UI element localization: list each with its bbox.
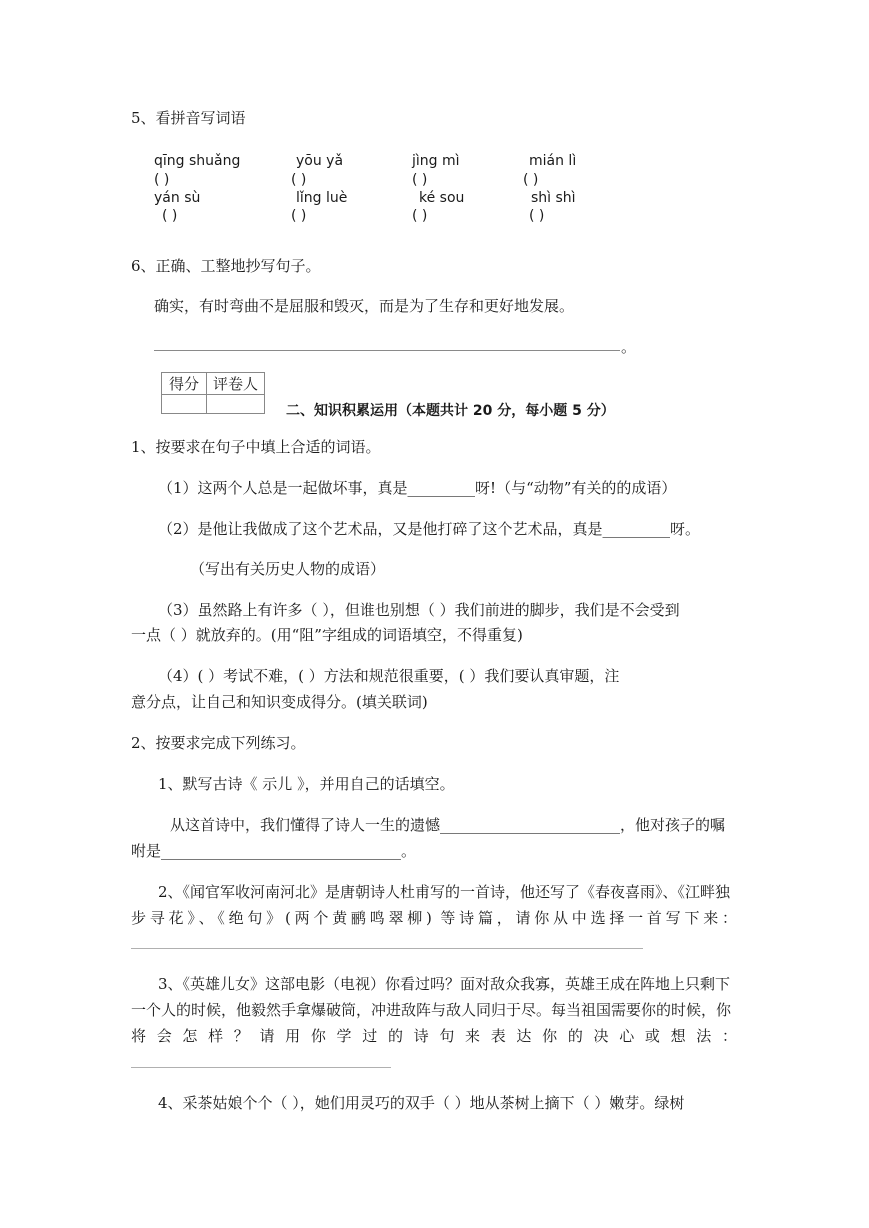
p2-sub4-line1: 4、采茶姑娘个个（ ），她们用灵巧的双手（ ）地从茶树上摘下（ ）嫩芽。绿树 <box>158 1094 685 1112</box>
p2-sub1-line1: 从这首诗中，我们懂得了诗人一生的遗憾________________________，他对孩子的嘱 <box>170 816 726 834</box>
q6-end-mark: 。 <box>621 338 637 356</box>
pinyin-2: yōu yǎ <box>296 153 344 169</box>
answer-blank-5[interactable]: ( ) <box>162 208 178 224</box>
pinyin-4: mián lì <box>529 153 577 169</box>
answer-blank-2[interactable]: ( ) <box>291 172 307 188</box>
p2-sub3-line2: 一个人的时候，他毅然手拿爆破筒，冲进敌阵与敌人同归于尽。每当祖国需要你的时候，你 <box>131 1001 732 1019</box>
p1-item3-line2: 一点（ ）就放弃的。(用“阻”字组成的词语填空，不得重复) <box>131 626 523 644</box>
p2-sub2-line2: 步寻花》、《绝句》(两个黄鹂鸣翠柳) 等诗篇，请你从中选择一首写下来： <box>131 909 737 927</box>
score-box <box>161 372 265 414</box>
q5-title: 5、看拼音写词语 <box>131 109 246 127</box>
answer-blank-7[interactable]: ( ) <box>412 208 428 224</box>
p2-sub1-line2: 咐是________________________________。 <box>131 842 417 860</box>
pinyin-7: ké sou <box>419 190 465 206</box>
p2-title: 2、按要求完成下列练习。 <box>131 734 306 752</box>
p2-sub1-title: 1、默写古诗《 示儿 》，并用自己的话填空。 <box>158 775 455 793</box>
q6-sentence: 确实，有时弯曲不是屈服和毁灭，而是为了生存和更好地发展。 <box>154 297 575 315</box>
p2-sub3-line3: 将会怎样？请用你学过的诗句来表达你的决心或想法： <box>131 1027 737 1045</box>
p2-sub3-line1: 3、《英雄儿女》这部电影（电视）你看过吗？面对敌众我寡，英雄王成在阵地上只剩下 <box>158 975 731 993</box>
p1-title: 1、按要求在句子中填上合适的词语。 <box>131 438 381 456</box>
p1-item1: （1）这两个人总是一起做坏事，真是_________呀!（与“动物”有关的的成语） <box>158 479 677 497</box>
grader-label: 评卷人 <box>207 373 265 395</box>
p1-item2: （2）是他让我做成了这个艺术品，又是他打碎了这个艺术品，真是_________呀。 <box>158 520 701 538</box>
score-label: 得分 <box>162 373 207 395</box>
pinyin-5: yán sù <box>154 190 201 206</box>
poem-answer-line[interactable] <box>131 948 643 949</box>
score-cell[interactable] <box>162 395 207 414</box>
answer-blank-4[interactable]: ( ) <box>523 172 539 188</box>
p1-item4-line1: （4）( ）考试不难，( ）方法和规范很重要，( ）我们要认真审题，注 <box>158 667 620 685</box>
answer-blank-3[interactable]: ( ) <box>412 172 428 188</box>
section-title: 二、知识积累运用（本题共计 20 分，每小题 5 分） <box>286 403 615 419</box>
answer-blank-8[interactable]: ( ) <box>529 208 545 224</box>
p1-item3-line1: （3）虽然路上有许多（ ），但谁也别想（ ）我们前进的脚步，我们是不会受到 <box>158 601 680 619</box>
resolve-answer-line[interactable] <box>131 1067 391 1068</box>
pinyin-1: qīng shuǎng <box>154 153 241 169</box>
p1-item4-line2: 意分点，让自己和知识变成得分。(填关联词) <box>131 693 428 711</box>
pinyin-8: shì shì <box>531 190 576 206</box>
answer-blank-6[interactable]: ( ) <box>291 208 307 224</box>
pinyin-3: jìng mì <box>412 153 460 169</box>
copy-line[interactable] <box>154 350 620 351</box>
grader-cell[interactable] <box>207 395 265 414</box>
p2-sub2-line1: 2、《闻官军收河南河北》是唐朝诗人杜甫写的一首诗，他还写了《春夜喜雨》、《江畔独 <box>158 883 731 901</box>
pinyin-6: lǐng luè <box>296 190 348 206</box>
q6-title: 6、正确、工整地抄写句子。 <box>131 257 321 275</box>
p1-item2-note: （写出有关历史人物的成语） <box>190 560 386 578</box>
answer-blank-1[interactable]: ( ) <box>154 172 170 188</box>
